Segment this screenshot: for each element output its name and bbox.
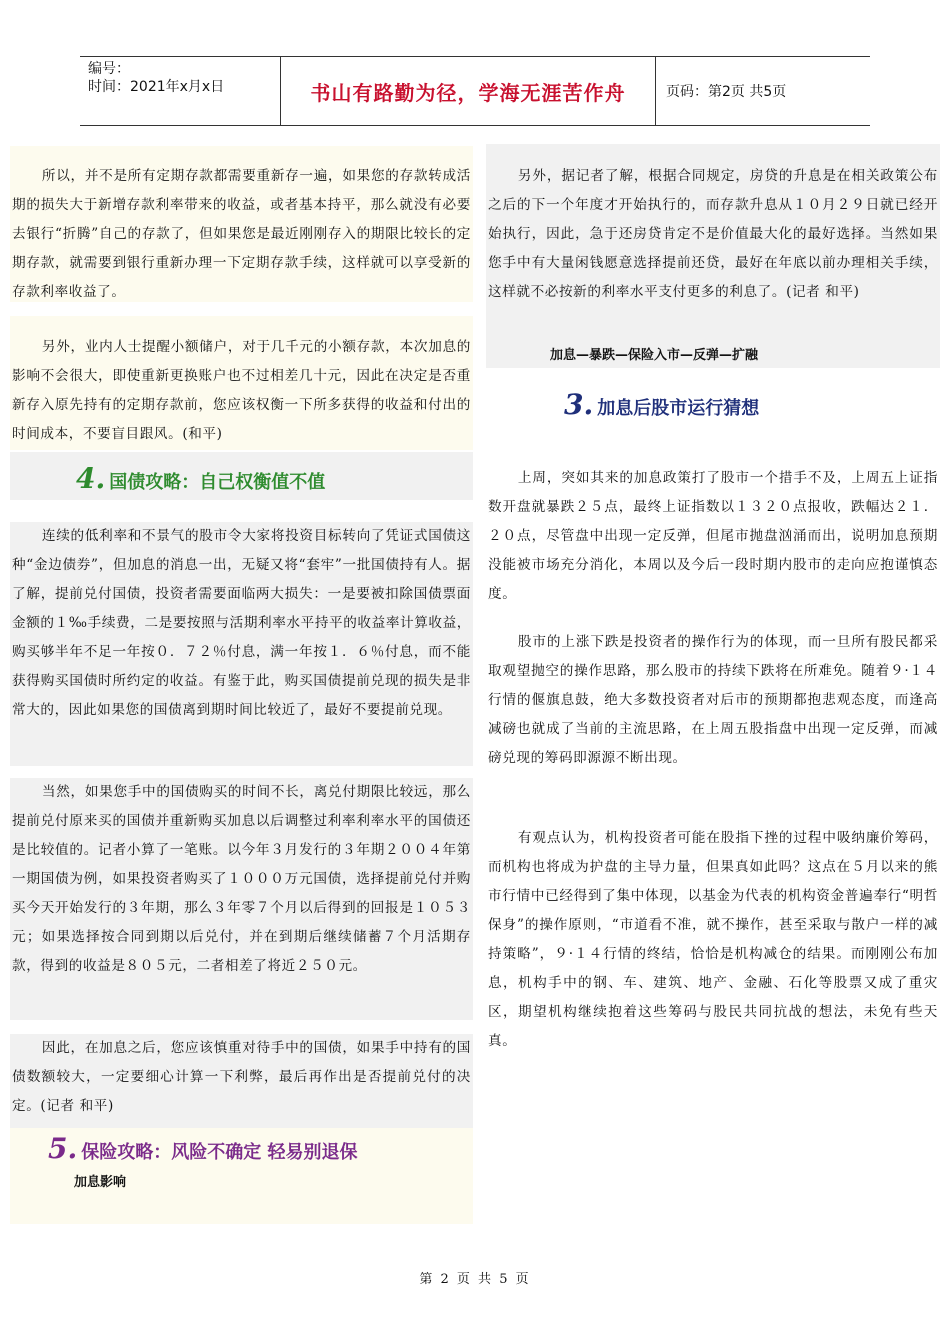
- document-header: [80, 56, 870, 126]
- right-block-2: [486, 464, 940, 609]
- right-paragraph-2: 上周，突如其来的加息政策打了股市一个措手不及，上周五上证指数开盘就暴跌２５点，最终上证指数以１３２０点报收，跌幅达２１．２０点，尽管盘中出现一定反弹，但尾市抛盘汹涌而出，说明加息预期没能被市场充分消化，本周以及今后一段时期内股市的走向应抱谨慎态度。: [488, 470, 938, 602]
- section-3-heading: [486, 388, 940, 428]
- left-block-5: [10, 1034, 473, 1134]
- date-line: 时间：2021年x月x日: [88, 79, 225, 95]
- left-column: [10, 146, 473, 1225]
- right-column-bottom: [486, 454, 940, 1054]
- section-5-number: 5.: [48, 1132, 78, 1165]
- left-paragraph-2: 另外，业内人士提醒小额储户，对于几千元的小额存款，本次加息的影响不会很大，即使重新更换账户也不过相差几十元，因此在决定是否重新存入原先持有的定期存款前，您应该权衡一下所多获得的收益和付出的时间成本，不要盲目跟风。(和平): [12, 339, 471, 442]
- left-block-2: [10, 316, 473, 450]
- right-block-1: [486, 144, 940, 342]
- section-5-subtitle: 加息影响: [74, 1175, 127, 1190]
- left-paragraph-3: 连续的低利率和不景气的股市令大家将投资目标转向了凭证式国债这种“金边债券”，但加息的消息一出，无疑又将“套牢”一批国债持有人。据了解，提前兑付国债，投资者需要面临两大损失：一是要被扣除国债票面金额的１‰手续费，二是要按照与活期利率水平持平的收益率计算收益，购买够半年不足一年按０．７２％付息，满一年按１．６％付息，而不能获得购买国债时所约定的收益。有鉴于此，购买国债提前兑现的损失是非常大的，因此如果您的国债离到期时间比较近了，最好不要提前兑现。: [12, 528, 471, 718]
- section-4-title: 国债攻略：自己权衡值不值: [109, 472, 326, 493]
- left-block-4: [10, 778, 473, 1020]
- header-motto: 书山有路勤为径，学海无涯苦作舟: [280, 57, 656, 125]
- section-3-title: 加息后股市运行猜想: [597, 398, 760, 419]
- header-meta: [80, 57, 280, 125]
- number-label: 编号：: [88, 61, 130, 77]
- right-paragraph-4: 有观点认为，机构投资者可能在股指下挫的过程中吸纳廉价筹码，而机构也将成为护盘的主导力量，但果真如此吗？这点在５月以来的熊市行情中已经得到了集中体现，以基金为代表的机构资金普遍奉行“明哲保身”的操作原则，“市道看不准，就不操作，甚至采取与散户一样的减持策略”，９·１４行情的终结，恰恰是机构减仓的结果。而刚刚公布加息，机构手中的钢、车、建筑、地产、金融、石化等股票又成了重灾区，期望机构继续抱着这些筹码与股民共同抗战的想法，未免有些天真。: [488, 830, 938, 1049]
- right-subtitle: 加息—暴跌—保险入市—反弹—扩融: [550, 348, 759, 363]
- section-5-heading: [10, 1128, 473, 1224]
- section-4-heading: [10, 452, 473, 500]
- right-paragraph-1: 另外，据记者了解，根据合同规定，房贷的升息是在相关政策公布之后的下一个年度才开始执行的，而存款升息从１０月２９日就已经开始执行，因此，急于还房贷肯定不是价值最大化的最好选择。当然如果您手中有大量闲钱愿意选择提前还贷，最好在年底以前办理相关手续，这样就不必按新的利率水平支付更多的利息了。(记者 和平): [488, 168, 938, 300]
- header-page-code: 页码：第2页 共5页: [666, 84, 787, 100]
- left-block-3: [10, 522, 473, 766]
- section-3-number: 3.: [564, 388, 594, 421]
- left-block-1: [10, 146, 473, 302]
- left-paragraph-5: 因此，在加息之后，您应该慎重对待手中的国债，如果手中持有的国债数额较大，一定要细心计算一下利弊，最后再作出是否提前兑付的决定。(记者 和平): [12, 1040, 471, 1114]
- left-paragraph-1: 所以，并不是所有定期存款都需要重新存一遍，如果您的存款转成活期的损失大于新增存款利率带来的收益，或者基本持平，那么就没有必要去银行“折腾”自己的存款了，但如果您是最近刚刚存入的期限比较长的定期存款，就需要到银行重新办理一下定期存款手续，这样就可以享受新的存款利率收益了。: [12, 168, 471, 300]
- right-subtitle-band: [486, 342, 940, 368]
- right-block-4: [486, 824, 940, 1056]
- right-block-3: [486, 628, 940, 773]
- page-footer: 第 2 页 共 5 页: [419, 1272, 531, 1287]
- section-4-number: 4.: [76, 462, 106, 495]
- right-paragraph-3: 股市的上涨下跌是投资者的操作行为的体现，而一旦所有股民都采取观望抛空的操作思路，那么股市的持续下跌将在所难免。随着９·１４行情的偃旗息鼓，绝大多数投资者对后市的预期都抱悲观态度，而逢高减磅也就成了当前的主流思路，在上周五股指盘中出现一定反弹，而减磅兑现的筹码即源源不断出现。: [488, 634, 938, 766]
- left-paragraph-4: 当然，如果您手中的国债购买的时间不长，离兑付期限比较远，那么提前兑付原来买的国债并重新购买加息以后调整过利率利率水平的国债还是比较值的。记者小算了一笔账。以今年３月发行的３年期２００４年第一期国债为例，如果投资者购买了１０００万元国债，选择提前兑付并购买今天开始发行的３年期，那么３年零７个月以后得到的回报是１０５３元；如果选择按合同到期以后兑付，并在到期后继续储蓄７个月活期存款，得到的收益是８０５元，二者相差了将近２５０元。: [12, 784, 471, 974]
- section-5-title: 保险攻略：风险不确定 轻易别退保: [81, 1142, 358, 1163]
